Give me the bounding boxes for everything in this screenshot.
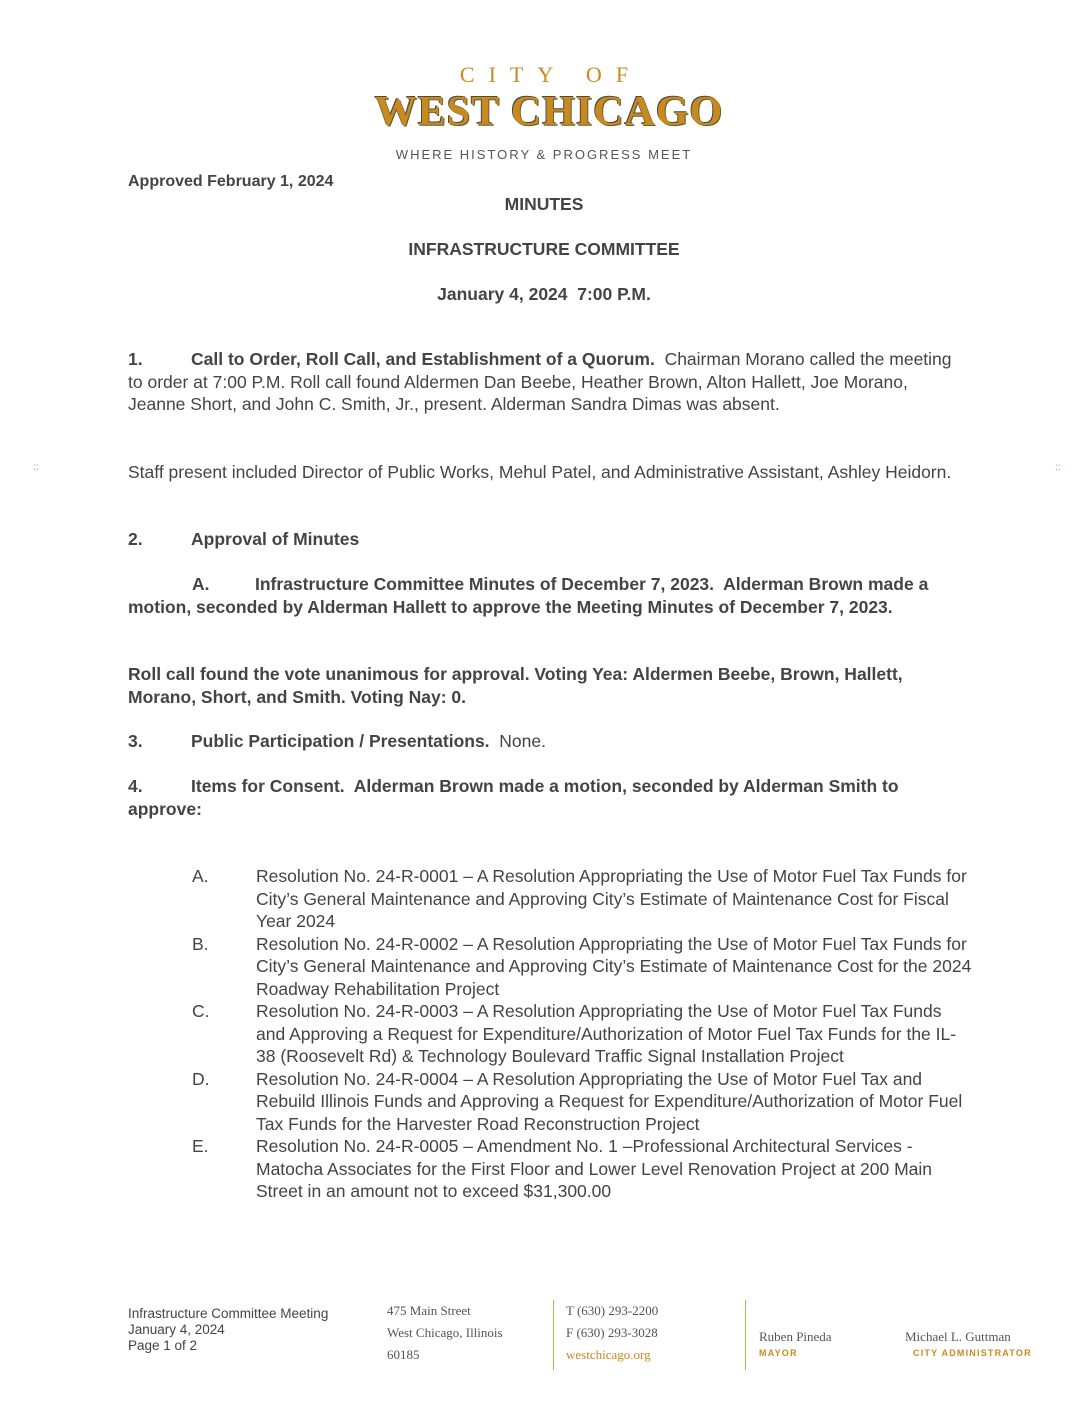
- section-approval-of-minutes: [128, 528, 958, 551]
- subsection-text: Alderman Brown made a motion, seconded by Alderman Hallett to approve the Meeting Minutes of December 7, 2023.: [128, 574, 929, 617]
- tagline: WHERE HISTORY & PROGRESS MEET: [395, 147, 693, 162]
- footer-address: [387, 1300, 503, 1366]
- resolution-letter: C.: [192, 1001, 210, 1021]
- resolution-item: [192, 865, 972, 933]
- footer-meeting-info: [128, 1306, 328, 1354]
- resolution-text: Resolution No. 24-R-0003 – A Resolution Appropriating the Use of Motor Fuel Tax Funds and Approving a Request for Expenditure/Authorization of Motor Fuel Tax Funds for the IL-38 (Roosevelt Rd) & Technology Boulevard Traffic Signal Installation Project: [256, 1001, 957, 1066]
- section-items-for-consent: [128, 775, 958, 820]
- resolution-letter: A.: [192, 866, 209, 886]
- administrator-role: CITY ADMINISTRATOR: [913, 1348, 1032, 1358]
- footer-city-administrator: [905, 1329, 1032, 1358]
- footer-website-link[interactable]: westchicago.org: [566, 1347, 651, 1362]
- subsection-minutes-approval: [128, 573, 958, 618]
- section-text: None.: [499, 731, 546, 751]
- city-logo: [0, 62, 1088, 136]
- footer-mayor: [759, 1329, 832, 1358]
- staff-present: Staff present included Director of Public Works, Mehul Patel, and Administrative Assistant, Ashley Heidorn.: [128, 462, 952, 482]
- footer-street: 475 Main Street: [387, 1303, 471, 1318]
- margin-mark-left: ::: [33, 462, 39, 473]
- mayor-name: Ruben Pineda: [759, 1329, 832, 1344]
- footer-meeting-date: January 4, 2024: [128, 1322, 225, 1337]
- resolution-text: Resolution No. 24-R-0005 – Amendment No. 1 –Professional Architectural Services - Matocha Associates for the First Floor and Lower Level Renovation Project at 200 Main Street in an amount not to exceed $31,300.00: [256, 1136, 933, 1201]
- footer-meeting-name: Infrastructure Committee Meeting: [128, 1306, 329, 1321]
- resolution-text: Resolution No. 24-R-0001 – A Resolution Appropriating the Use of Motor Fuel Tax Funds for City’s General Maintenance and Approving City’s Estimate of Maintenance Cost for Fiscal Year 2024: [256, 866, 967, 931]
- section-call-to-order: [128, 348, 958, 416]
- section-title: Items for Consent.: [191, 776, 345, 796]
- heading-date-text: January 4, 2024 7:00 P.M.: [437, 284, 651, 304]
- subsection-letter: A.: [192, 574, 210, 594]
- section-number: 1.: [128, 349, 143, 369]
- heading-committee: INFRASTRUCTURE COMMITTEE: [408, 239, 680, 259]
- footer-divider: [553, 1300, 554, 1370]
- logo-city-name: WEST CHICAGO: [374, 89, 724, 135]
- section-number: 4.: [128, 776, 143, 796]
- footer-divider: [745, 1300, 746, 1370]
- resolution-letter: B.: [192, 933, 209, 954]
- section-number: 2.: [128, 529, 143, 549]
- subsection-title: Infrastructure Committee Minutes of December 7, 2023.: [255, 574, 715, 594]
- footer-city: West Chicago, Illinois: [387, 1325, 503, 1340]
- approved-date: Approved February 1, 2024: [128, 173, 334, 190]
- resolution-item: [192, 1068, 972, 1136]
- section-title: Approval of Minutes: [191, 529, 360, 549]
- logo-city-of: CITY OF: [459, 62, 643, 87]
- resolution-list: [192, 865, 972, 1203]
- mayor-role: MAYOR: [759, 1348, 798, 1358]
- heading-date: [0, 284, 1088, 305]
- section-title: Call to Order, Roll Call, and Establishment of a Quorum.: [191, 349, 655, 369]
- resolution-item: [192, 1000, 972, 1068]
- resolution-text: Resolution No. 24-R-0002 – A Resolution Appropriating the Use of Motor Fuel Tax Funds for City’s General Maintenance and Approving City’s Estimate of Maintenance Cost for the 2024 Roadway Rehabilitation Project: [256, 933, 972, 999]
- administrator-name: Michael L. Guttman: [905, 1329, 1011, 1344]
- section-number: 3.: [128, 731, 143, 751]
- footer-zip: 60185: [387, 1347, 420, 1362]
- resolution-item: [192, 1135, 972, 1203]
- section-public-participation: [128, 730, 958, 753]
- page-footer: [0, 1300, 1088, 1390]
- footer-page-number: Page 1 of 2: [128, 1338, 198, 1353]
- section-text: Chairman Morano called the meeting to order at 7:00 P.M. Roll call found Aldermen Dan Beebe, Heather Brown, Alton Hallett, Joe Morano, Jeanne Short, and John C. Smith, Jr., present. Alderman Sandra Dimas was absent.: [128, 349, 952, 414]
- resolution-text: Resolution No. 24-R-0004 – A Resolution Appropriating the Use of Motor Fuel Tax and Rebuild Illinois Funds and Approving a Request for Expenditure/Authorization of Motor Fuel Tax Funds for the Harvester Road Reconstruction Project: [256, 1068, 963, 1134]
- section-text: Alderman Brown made a motion, seconded by Alderman Smith to approve:: [128, 776, 899, 819]
- section-title: Public Participation / Presentations.: [191, 731, 490, 751]
- footer-fax: F (630) 293-3028: [566, 1325, 658, 1340]
- margin-mark-right: ::: [1055, 462, 1061, 473]
- footer-phone: T (630) 293-2200: [566, 1303, 659, 1318]
- resolution-letter: E.: [192, 1136, 209, 1156]
- heading-minutes: MINUTES: [504, 194, 584, 214]
- footer-contact: [566, 1300, 658, 1366]
- resolution-item: [192, 933, 972, 1001]
- resolution-letter: D.: [192, 1068, 210, 1089]
- roll-call-vote: Roll call found the vote unanimous for approval. Voting Yea: Aldermen Beebe, Brown, Hallett, Morano, Short, and Smith. Voting Nay: 0.: [128, 664, 903, 707]
